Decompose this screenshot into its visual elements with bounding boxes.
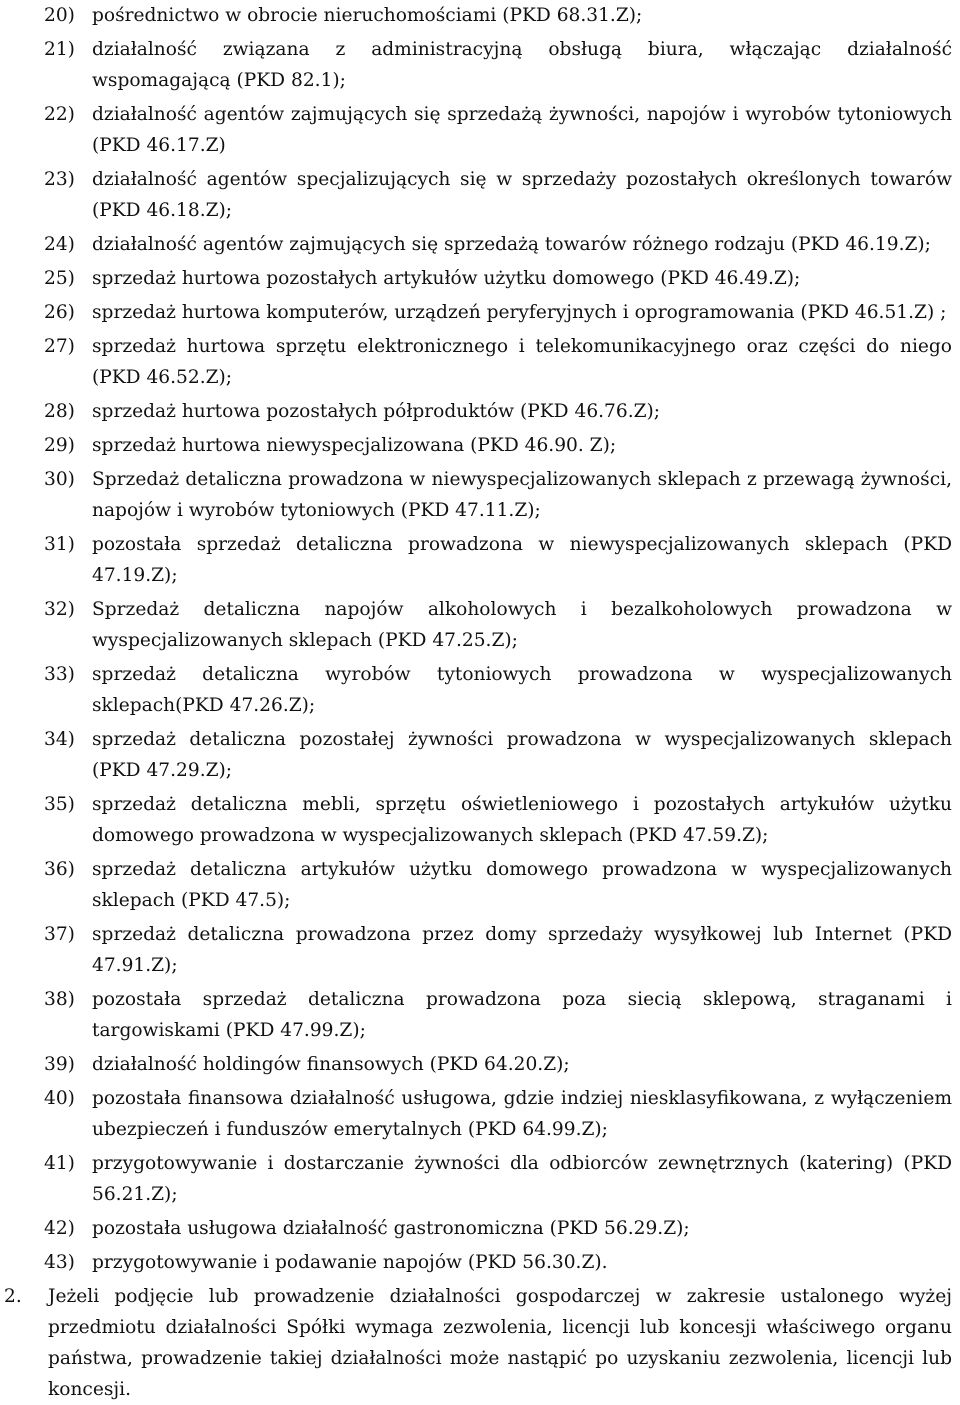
list-item-text: sprzedaż hurtowa komputerów, urządzeń peryferyjnych i oprogramowania (PKD 46.51.Z) ;	[92, 302, 947, 323]
list-item-number: 25)	[44, 268, 75, 289]
list-item	[4, 297, 956, 328]
list-item-number: 33)	[44, 664, 75, 685]
list-item	[4, 34, 956, 96]
list-item-text: sprzedaż detaliczna artykułów użytku domowego prowadzona w wyspecjalizowanych sklepach (PKD 47.5);	[92, 859, 952, 911]
list-item	[4, 430, 956, 461]
list-item	[4, 263, 956, 294]
list-item-number: 26)	[44, 302, 75, 323]
list-item-text: działalność agentów zajmujących się sprzedażą żywności, napojów i wyrobów tytoniowych (PKD 46.17.Z)	[92, 104, 952, 156]
list-item-number: 34)	[44, 729, 75, 750]
list-item	[4, 724, 956, 786]
list-item-number: 22)	[44, 104, 75, 125]
list-item-number: 32)	[44, 599, 75, 620]
list-item-number: 36)	[44, 859, 75, 880]
list-item	[4, 1049, 956, 1080]
list-item-text: sprzedaż hurtowa sprzętu elektronicznego i telekomunikacyjnego oraz części do niego (PKD 46.52.Z);	[92, 336, 952, 388]
list-item	[4, 659, 956, 721]
list-item	[4, 396, 956, 427]
list-item	[4, 464, 956, 526]
list-item-number: 43)	[44, 1252, 75, 1273]
list-item-number: 35)	[44, 794, 75, 815]
list-item	[4, 1213, 956, 1244]
list-item-number: 30)	[44, 469, 75, 490]
list-item-text: pośrednictwo w obrocie nieruchomościami (PKD 68.31.Z);	[92, 5, 643, 26]
activity-list	[4, 0, 956, 1278]
list-item-number: 20)	[44, 5, 75, 26]
list-item	[4, 0, 956, 31]
list-item	[4, 919, 956, 981]
list-item-text: sprzedaż detaliczna wyrobów tytoniowych prowadzona w wyspecjalizowanych sklepach(PKD 47.26.Z);	[92, 664, 952, 716]
list-item	[4, 1083, 956, 1145]
list-item-number: 24)	[44, 234, 75, 255]
list-item-number: 40)	[44, 1088, 75, 1109]
list-item	[4, 1247, 956, 1278]
list-item-number: 29)	[44, 435, 75, 456]
list-item-text: działalność związana z administracyjną obsługą biura, włączając działalność wspomagającą (PKD 82.1);	[92, 39, 952, 91]
list-item-number: 21)	[44, 39, 75, 60]
list-item-text: sprzedaż detaliczna mebli, sprzętu oświetleniowego i pozostałych artykułów użytku domowego prowadzona w wyspecjalizowanych sklepach (PKD 47.59.Z);	[92, 794, 952, 846]
list-item-text: Sprzedaż detaliczna napojów alkoholowych i bezalkoholowych prowadzona w wyspecjalizowanych sklepach (PKD 47.25.Z);	[92, 599, 952, 651]
list-item-number: 28)	[44, 401, 75, 422]
list-item-number: 27)	[44, 336, 75, 357]
list-item	[4, 594, 956, 656]
list-item	[4, 529, 956, 591]
list-item	[4, 984, 956, 1046]
list-item-number: 37)	[44, 924, 75, 945]
list-item-number: 41)	[44, 1153, 75, 1174]
list-item-number: 31)	[44, 534, 75, 555]
list-item-text: sprzedaż hurtowa pozostałych półproduktów (PKD 46.76.Z);	[92, 401, 661, 422]
list-item-text: przygotowywanie i dostarczanie żywności dla odbiorców zewnętrznych (katering) (PKD 56.21.Z);	[92, 1153, 952, 1205]
list-item	[4, 229, 956, 260]
list-item-text: przygotowywanie i podawanie napojów (PKD 56.30.Z).	[92, 1252, 608, 1273]
list-item	[4, 164, 956, 226]
paragraph-number: 2.	[4, 1286, 22, 1307]
list-item-number: 38)	[44, 989, 75, 1010]
list-item-number: 39)	[44, 1054, 75, 1075]
list-item-number: 23)	[44, 169, 75, 190]
list-item-text: sprzedaż hurtowa niewyspecjalizowana (PKD 46.90. Z);	[92, 435, 617, 456]
list-item	[4, 331, 956, 393]
list-item-text: pozostała finansowa działalność usługowa, gdzie indziej niesklasyfikowana, z wyłączeniem ubezpieczeń i funduszów emerytalnych (PKD 64.99.Z);	[92, 1088, 952, 1140]
list-item-number: 42)	[44, 1218, 75, 1239]
list-item-text: sprzedaż detaliczna prowadzona przez domy sprzedaży wysyłkowej lub Internet (PKD 47.91.Z);	[92, 924, 952, 976]
paragraph-2	[4, 1281, 956, 1405]
paragraph-text: Jeżeli podjęcie lub prowadzenie działalności gospodarczej w zakresie ustalonego wyżej przedmiotu działalności Spółki wymaga zezwolenia, licencji lub koncesji właściwego organu państwa, prowadzenie takiej działalności może nastąpić po uzyskaniu zezwolenia, licencji lub koncesji.	[48, 1286, 952, 1400]
list-item-text: pozostała sprzedaż detaliczna prowadzona poza siecią sklepową, straganami i targowiskami (PKD 47.99.Z);	[92, 989, 952, 1041]
list-item	[4, 854, 956, 916]
list-item-text: pozostała sprzedaż detaliczna prowadzona w niewyspecjalizowanych sklepach (PKD 47.19.Z);	[92, 534, 952, 586]
list-item-text: działalność holdingów finansowych (PKD 64.20.Z);	[92, 1054, 570, 1075]
list-item-text: działalność agentów specjalizujących się w sprzedaży pozostałych określonych towarów (PKD 46.18.Z);	[92, 169, 952, 221]
list-item-text: działalność agentów zajmujących się sprzedażą towarów różnego rodzaju (PKD 46.19.Z);	[92, 234, 931, 255]
list-item-text: Sprzedaż detaliczna prowadzona w niewyspecjalizowanych sklepach z przewagą żywności, napojów i wyrobów tytoniowych (PKD 47.11.Z);	[92, 469, 952, 521]
list-item-text: sprzedaż hurtowa pozostałych artykułów użytku domowego (PKD 46.49.Z);	[92, 268, 801, 289]
list-item-text: sprzedaż detaliczna pozostałej żywności prowadzona w wyspecjalizowanych sklepach (PKD 47.29.Z);	[92, 729, 952, 781]
list-item-text: pozostała usługowa działalność gastronomiczna (PKD 56.29.Z);	[92, 1218, 690, 1239]
list-item	[4, 99, 956, 161]
list-item	[4, 789, 956, 851]
list-item	[4, 1148, 956, 1210]
